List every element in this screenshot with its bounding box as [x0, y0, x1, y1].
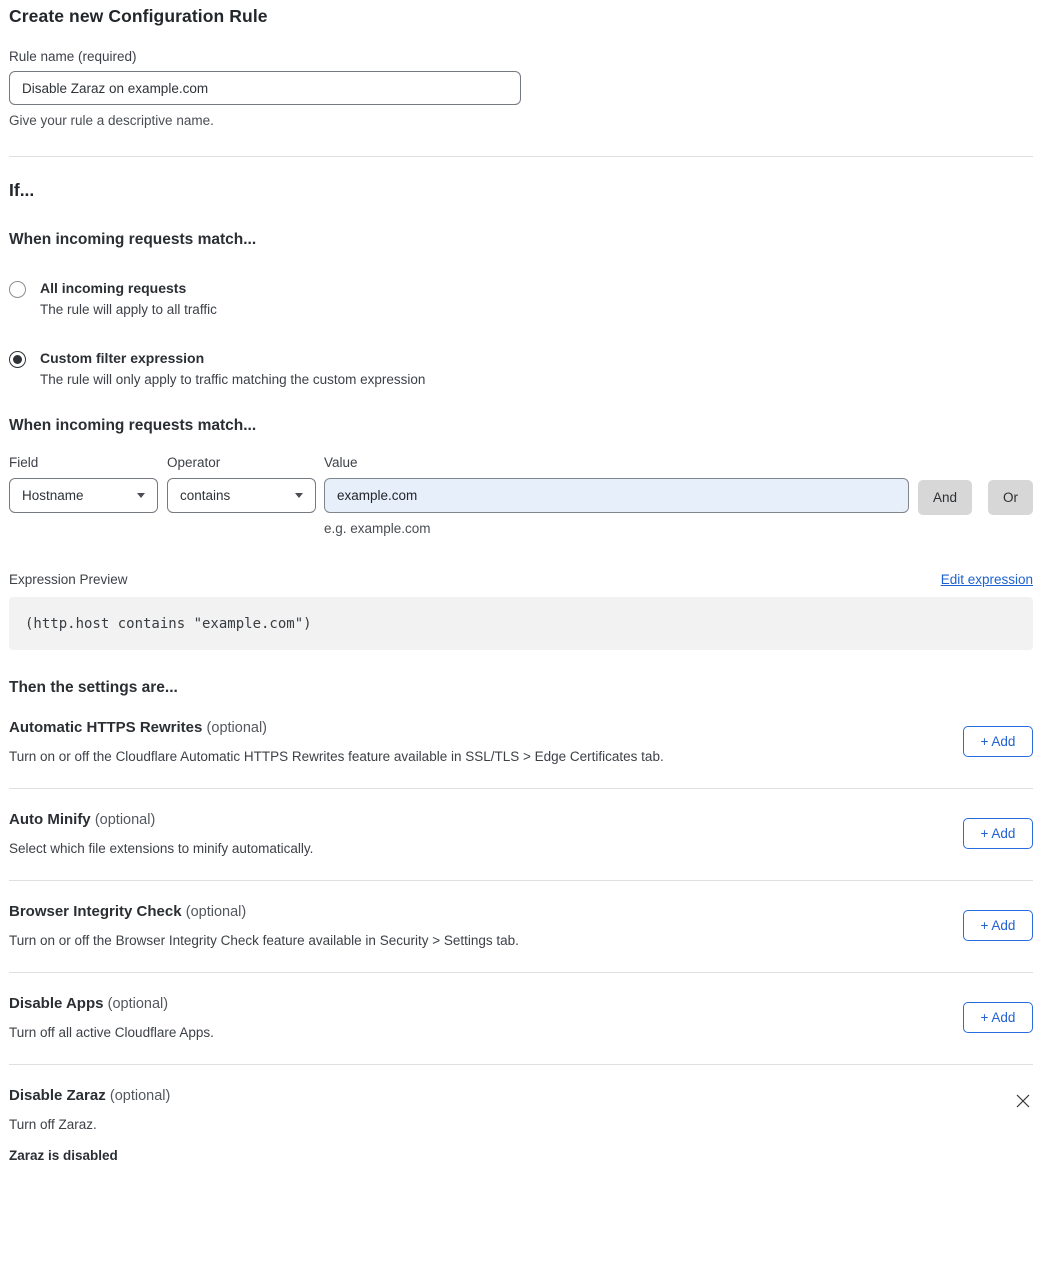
- if-heading: If...: [9, 180, 35, 200]
- setting-disable-apps: [9, 973, 1033, 1064]
- field-select-value: Hostname: [22, 488, 84, 503]
- edit-expression-link[interactable]: Edit expression: [940, 572, 1033, 587]
- setting-description: Turn on or off the Cloudflare Automatic HTTPS Rewrites feature available in SSL/TLS > Edge Certificates tab.: [9, 749, 664, 764]
- field-column: [9, 455, 158, 536]
- radio-option-all-incoming[interactable]: [9, 280, 1033, 317]
- value-column: [324, 455, 909, 536]
- setting-info: [9, 811, 313, 856]
- operator-select-value: contains: [180, 488, 231, 503]
- close-icon: [1015, 1093, 1031, 1109]
- zaraz-status-text: Zaraz is disabled: [9, 1148, 118, 1163]
- add-auto-minify-button[interactable]: + Add: [963, 818, 1033, 849]
- radio-selected-icon[interactable]: [9, 351, 26, 368]
- add-browser-integrity-check-button[interactable]: + Add: [963, 910, 1033, 941]
- field-label: Field: [9, 455, 39, 470]
- chevron-down-icon: [137, 493, 145, 498]
- setting-optional-tag: (optional): [107, 996, 169, 1012]
- rule-name-input[interactable]: [9, 71, 521, 105]
- setting-info: [9, 1087, 170, 1163]
- setting-description: Turn off Zaraz.: [9, 1117, 97, 1132]
- setting-automatic-https-rewrites: [9, 697, 1033, 788]
- filter-builder-row: [9, 455, 1033, 536]
- divider: [9, 156, 1033, 157]
- expression-preview-label: Expression Preview: [9, 572, 128, 587]
- radio-option-text: [40, 350, 425, 387]
- incoming-requests-heading: When incoming requests match...: [9, 231, 257, 248]
- setting-title: Auto Minify (optional): [9, 811, 156, 828]
- add-automatic-https-rewrites-button[interactable]: + Add: [963, 726, 1033, 757]
- rule-name-help: Give your rule a descriptive name.: [9, 113, 214, 128]
- radio-option-description: The rule will apply to all traffic: [40, 302, 217, 317]
- create-configuration-rule-form: [9, 0, 1033, 1163]
- field-select[interactable]: [9, 478, 158, 513]
- radio-option-description: The rule will only apply to traffic matching the custom expression: [40, 372, 426, 387]
- value-input[interactable]: [324, 478, 909, 513]
- and-button[interactable]: And: [918, 480, 972, 515]
- setting-title: Disable Apps (optional): [9, 995, 169, 1012]
- setting-description: Turn off all active Cloudflare Apps.: [9, 1025, 214, 1040]
- setting-optional-tag: (optional): [109, 1088, 171, 1104]
- setting-description: Turn on or off the Browser Integrity Check feature available in Security > Settings tab.: [9, 933, 519, 948]
- chevron-down-icon: [295, 493, 303, 498]
- setting-title: Automatic HTTPS Rewrites (optional): [9, 719, 267, 736]
- radio-option-custom-filter[interactable]: [9, 350, 1033, 387]
- operator-select[interactable]: [167, 478, 316, 513]
- andor-group: [918, 455, 1033, 536]
- setting-description: Select which file extensions to minify automatically.: [9, 841, 314, 856]
- rule-name-group: [9, 49, 1033, 128]
- radio-option-label: Custom filter expression: [40, 350, 205, 366]
- operator-label: Operator: [167, 455, 221, 470]
- setting-auto-minify: [9, 789, 1033, 880]
- radio-option-text: [40, 280, 217, 317]
- setting-info: [9, 995, 214, 1040]
- setting-disable-zaraz: [9, 1065, 1033, 1163]
- value-help: e.g. example.com: [324, 521, 431, 536]
- setting-optional-tag: (optional): [185, 904, 247, 920]
- value-label: Value: [324, 455, 358, 470]
- radio-unselected-icon[interactable]: [9, 281, 26, 298]
- setting-title: Disable Zaraz (optional): [9, 1087, 171, 1104]
- radio-option-label: All incoming requests: [40, 280, 187, 296]
- setting-optional-tag: (optional): [94, 812, 156, 828]
- then-settings-heading: Then the settings are...: [9, 679, 178, 696]
- expression-preview-header: [9, 572, 1033, 587]
- setting-info: [9, 903, 519, 948]
- add-disable-apps-button[interactable]: + Add: [963, 1002, 1033, 1033]
- setting-browser-integrity-check: [9, 881, 1033, 972]
- or-button[interactable]: Or: [988, 480, 1033, 515]
- setting-title: Browser Integrity Check (optional): [9, 903, 247, 920]
- filter-builder-heading: When incoming requests match...: [9, 417, 257, 434]
- page-title: Create new Configuration Rule: [9, 6, 268, 26]
- rule-name-label: Rule name (required): [9, 49, 137, 64]
- setting-optional-tag: (optional): [206, 720, 267, 736]
- operator-column: [167, 455, 316, 536]
- expression-preview-code: (http.host contains "example.com"): [9, 597, 1033, 650]
- setting-info: [9, 719, 664, 764]
- remove-disable-zaraz-button[interactable]: [1013, 1091, 1033, 1111]
